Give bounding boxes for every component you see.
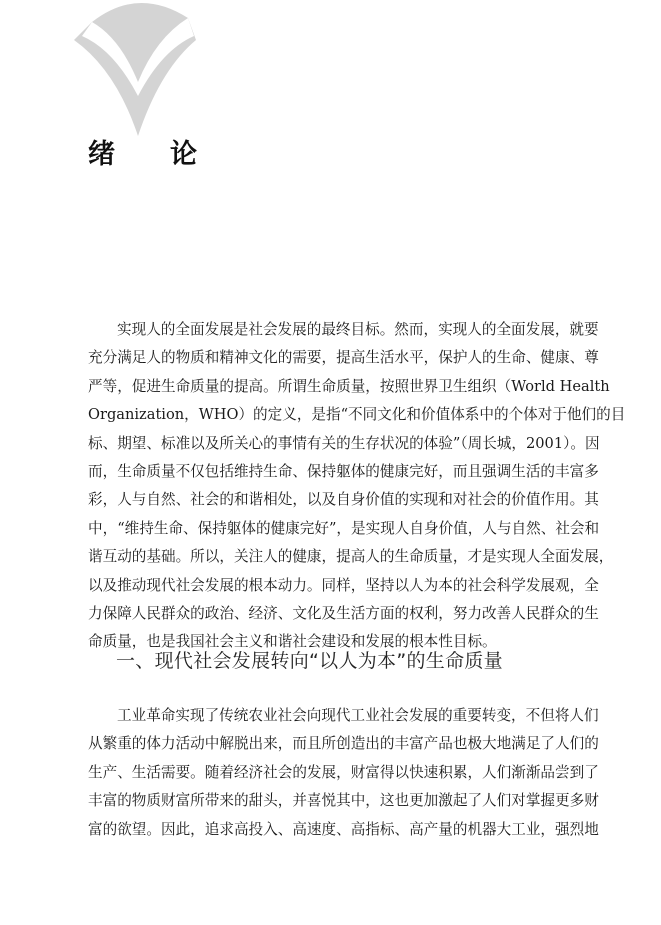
text-line: 以及推动现代社会发展的根本动力。同样，坚持以人为本的社会科学发展观，全 [88,576,599,594]
paragraph-intro [88,316,626,657]
text-line: 实现人的全面发展是社会发展的最终目标。然而，实现人的全面发展，就要 [117,321,599,338]
text-line: 彩，人与自然、社会的和谐相处，以及自身价值的实现和对社会的价值作用。其 [88,491,599,509]
text-line: 力保障人民群众的政治、经济、文化及生活方面的权利，努力改善人民群众的生 [88,604,599,622]
chapter-decoration-icon [70,0,220,140]
text-line: 标、期望、标准以及所关心的事情有关的生存状况的体验”（周长城，2001）。因 [88,434,600,452]
text-line: 富的欲望。因此，追求高投入、高速度、高指标、高产量的机器大工业，强烈地 [88,820,599,838]
text-line: 丰富的物质财富所带来的甜头，并喜悦其中，这也更加激起了人们对掌握更多财 [88,792,599,810]
text-line: 充分满足人的物质和精神文化的需要，提高生活水平，保护人的生命、健康、尊 [88,349,599,367]
text-line: Organization，WHO）的定义，是指“不同文化和价值体系中的个体对于他们的目 [88,406,626,424]
text-line: 命质量，也是我国社会主义和谐社会建设和发展的根本性目标。 [88,633,497,651]
text-line: 中，“维持生命、保持躯体的健康完好”，是实现人自身价值，人与自然、社会和 [88,519,600,537]
text-line: 从繁重的体力活动中解脱出来，而且所创造出的丰富产品也极大地满足了人们的 [88,735,599,753]
text-line: 工业革命实现了传统农业社会向现代工业社会发展的重要转变，不但将人们 [117,707,599,724]
section-heading: 一、现代社会发展转向“以人为本”的生命质量 [116,650,503,672]
text-line: 严等，促进生命质量的提高。所谓生命质量，按照世界卫生组织（World Health [88,377,610,395]
chapter-title-char-2: 论 [170,139,197,170]
text-line: 谐互动的基础。所以，关注人的健康，提高人的生命质量，才是实现人全面发展， [88,548,614,566]
chapter-title-char-1: 绪 [88,139,115,170]
text-line: 而，生命质量不仅包括维持生命、保持躯体的健康完好，而且强调生活的丰富多 [88,462,599,480]
text-line: 生产、生活需要。随着经济社会的发展，财富得以快速积累，人们渐渐品尝到了 [88,763,599,781]
paragraph-industrial-revolution [88,702,599,844]
